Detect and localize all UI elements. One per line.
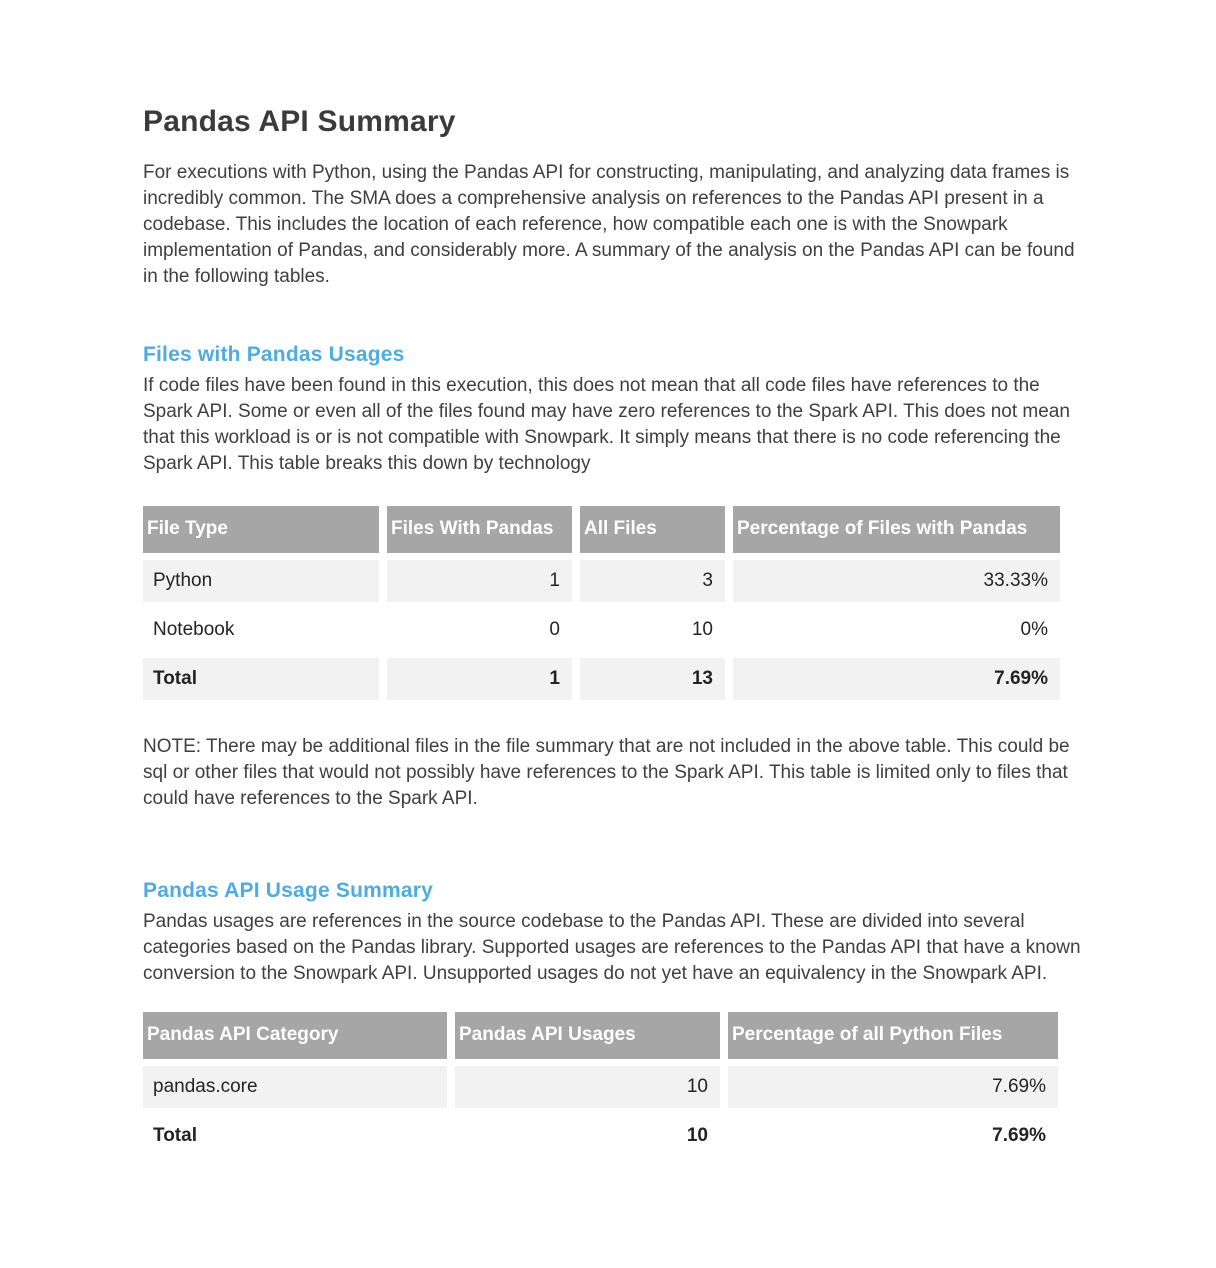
pandas-api-usage-table	[135, 1005, 1066, 1164]
table-cell: 7.69%	[728, 1066, 1058, 1108]
table-row-pandas-core	[143, 1066, 1058, 1108]
table-header-row	[143, 506, 1060, 553]
intro-paragraph: For executions with Python, using the Pandas API for constructing, manipulating, and analyzing data frames is incredibly common. The SMA does a comprehensive analysis on references to the Pandas API present in a codebase. This includes the location of each reference, how compatible each one is with the Snowpark implementation of Pandas, and considerably more. A summary of the analysis on the Pandas API can be found in the following tables.	[143, 161, 1075, 287]
table-cell: Python	[143, 560, 379, 602]
table-cell: Notebook	[143, 609, 379, 651]
table-cell: 7.69%	[728, 1115, 1058, 1157]
column-header-files-with-pandas: Files With Pandas	[387, 506, 572, 553]
column-header-file-type: File Type	[143, 506, 379, 553]
table-cell: Total	[143, 1115, 447, 1157]
table-cell: 10	[580, 609, 725, 651]
page-title: Pandas API Summary	[143, 105, 456, 138]
table-cell: 10	[455, 1066, 720, 1108]
table-cell: 3	[580, 560, 725, 602]
column-header-percentage-all-python-files: Percentage of all Python Files	[728, 1012, 1058, 1059]
table-row-python	[143, 560, 1060, 602]
section-heading-files-with-pandas-usages: Files with Pandas Usages	[143, 342, 405, 366]
section-heading-pandas-api-usage-summary: Pandas API Usage Summary	[143, 878, 433, 902]
usage-section-paragraph: Pandas usages are references in the source codebase to the Pandas API. These are divided into several categories based on the Pandas library. Supported usages are references to the Pandas API that have a known conversion to the Snowpark API. Unsupported usages do not yet have an equivalency in the Snowpark API.	[143, 910, 1081, 984]
table-row-total	[143, 1115, 1058, 1157]
column-header-pandas-api-category: Pandas API Category	[143, 1012, 447, 1059]
table-cell: pandas.core	[143, 1066, 447, 1108]
files-with-pandas-table	[135, 499, 1068, 707]
table-row-notebook	[143, 609, 1060, 651]
table-cell: 33.33%	[733, 560, 1060, 602]
table-header-row	[143, 1012, 1058, 1059]
table-cell: 0	[387, 609, 572, 651]
column-header-pandas-api-usages: Pandas API Usages	[455, 1012, 720, 1059]
table-cell: Total	[143, 658, 379, 700]
column-header-percentage-files-with-pandas: Percentage of Files with Pandas	[733, 506, 1060, 553]
table-cell: 13	[580, 658, 725, 700]
table-cell: 7.69%	[733, 658, 1060, 700]
table-cell: 1	[387, 658, 572, 700]
table-cell: 10	[455, 1115, 720, 1157]
table-row-total	[143, 658, 1060, 700]
files-section-paragraph: If code files have been found in this execution, this does not mean that all code files have references to the Spark API. Some or even all of the files found may have zero references to the Spark API. This does not mean that this workload is or is not compatible with Snowpark. It simply means that there is no code referencing the Spark API. This table breaks this down by technology	[143, 374, 1070, 474]
table-cell: 1	[387, 560, 572, 602]
note-paragraph: NOTE: There may be additional files in the file summary that are not included in the above table. This could be sql or other files that would not possibly have references to the Spark API. This table is limited only to files that could have references to the Spark API.	[143, 735, 1070, 809]
table-cell: 0%	[733, 609, 1060, 651]
column-header-all-files: All Files	[580, 506, 725, 553]
